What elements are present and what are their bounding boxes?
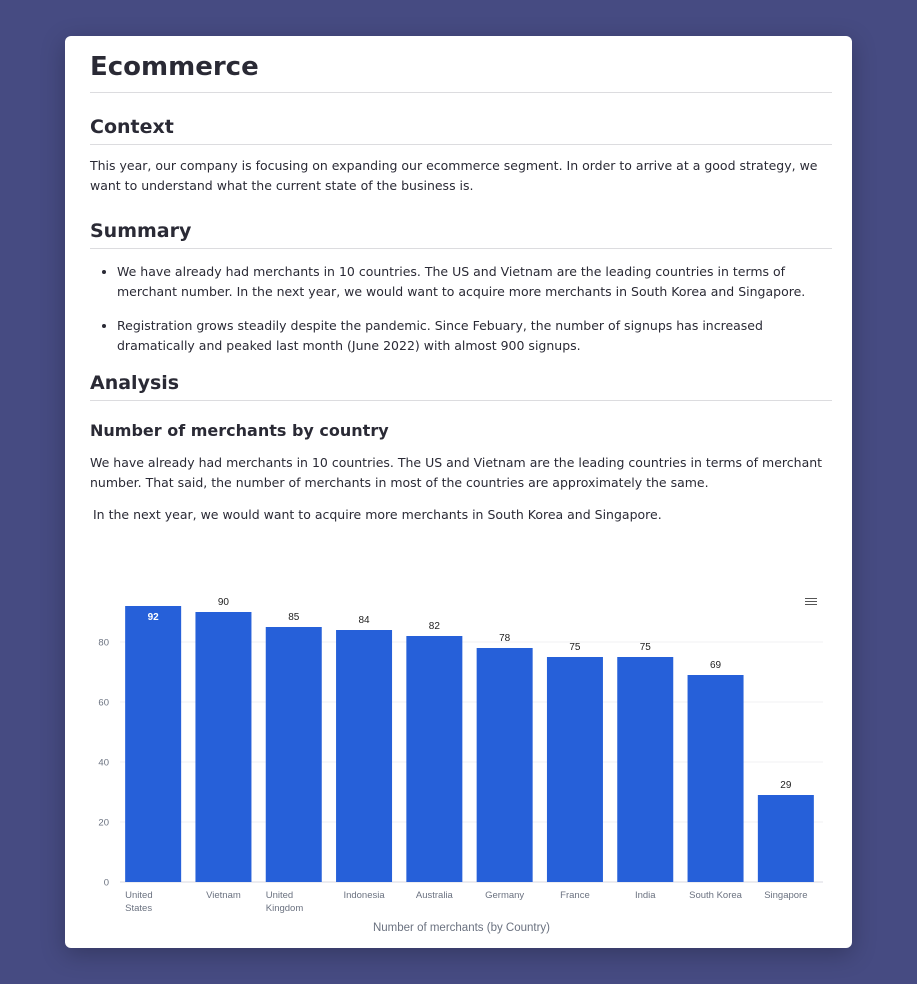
report-card <box>65 36 852 948</box>
x-axis-title: Number of merchants (by Country) <box>372 922 551 934</box>
y-tick-label: 60 <box>98 697 109 709</box>
data-label: 84 <box>358 615 370 626</box>
bar <box>406 636 462 882</box>
bar <box>617 657 673 882</box>
x-tick-label: Vietnam <box>206 890 241 901</box>
y-tick-label: 0 <box>103 877 109 889</box>
analysis-paragraph-1: We have already had merchants in 10 countries. The US and Vietnam are the leading countries in terms of merchant number. That said, the number of merchants in most of the countries are approximately the same. <box>90 455 823 490</box>
x-tick-label: United States <box>125 890 153 914</box>
y-tick-label: 40 <box>98 757 109 769</box>
data-label: 85 <box>288 612 300 623</box>
data-label: 92 <box>147 612 159 623</box>
bar <box>195 612 251 882</box>
x-tick-label: United Kingdom <box>265 890 304 914</box>
bar <box>266 627 322 882</box>
bar <box>336 630 392 882</box>
y-tick-label: 20 <box>98 817 109 829</box>
bar <box>688 675 744 882</box>
data-label: 69 <box>709 660 722 671</box>
summary-heading: Summary <box>90 218 832 249</box>
bar <box>758 795 814 882</box>
x-tick-label: Germany <box>485 890 525 901</box>
analysis-paragraph-2: In the next year, we would want to acquire more merchants in South Korea and Singapore. <box>93 507 662 522</box>
context-heading: Context <box>90 114 832 145</box>
merchants-bar-chart <box>65 36 852 948</box>
chart-container <box>65 36 852 948</box>
data-label: 29 <box>780 780 792 791</box>
page-title: Ecommerce <box>90 36 832 93</box>
x-tick-label: Indonesia <box>343 890 385 901</box>
x-tick-label: South Korea <box>689 890 742 901</box>
x-tick-label: India <box>634 890 656 901</box>
data-label: 82 <box>428 621 440 632</box>
bar <box>547 657 603 882</box>
context-text: This year, our company is focusing on expanding our ecommerce segment. In order to arrive at a good strategy, we want to understand what the current state of the business is. <box>90 158 818 193</box>
summary-item: • We have already had merchants in 10 countries. The US and Vietnam are the leading countries in terms of merchant number. In the next year, we would want to acquire more merchants in South Korea and Singapore. <box>117 262 832 302</box>
data-label: 75 <box>639 642 651 653</box>
bar <box>477 648 533 882</box>
x-tick-label: France <box>560 890 590 901</box>
summary-item: • Registration grows steadily despite the pandemic. Since Febuary, the number of signups has increased dramatically and peaked last month (June 2022) with almost 900 signups. <box>117 316 832 356</box>
data-label: 75 <box>569 642 581 653</box>
analysis-heading: Analysis <box>90 370 832 401</box>
x-tick-label: Singapore <box>764 890 808 901</box>
y-tick-label: 80 <box>98 637 109 649</box>
x-tick-label: Australia <box>415 890 453 901</box>
data-label: 78 <box>499 633 511 644</box>
hamburger-menu-icon[interactable] <box>805 596 817 606</box>
bar <box>125 606 181 882</box>
chart-section-title: Number of merchants by country <box>90 421 389 440</box>
data-label: 90 <box>217 597 230 608</box>
